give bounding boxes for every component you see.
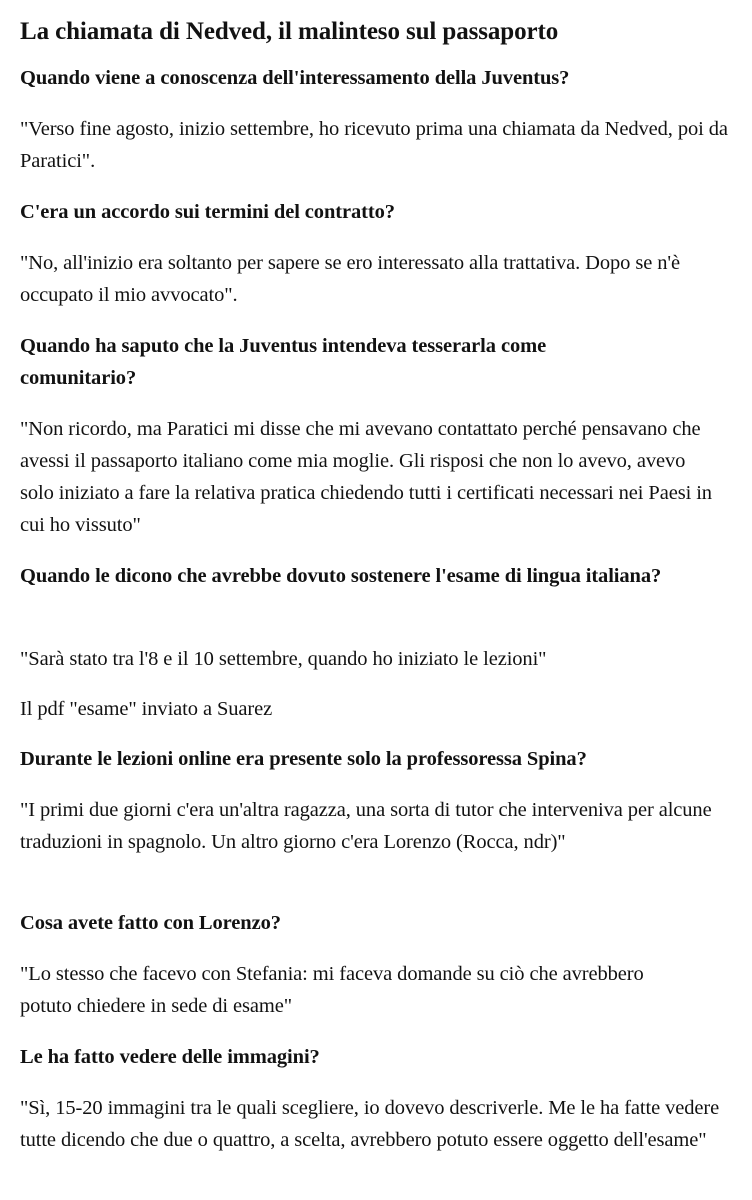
interview-question: Durante le lezioni online era presente solo la professoressa Spina? [20,748,587,770]
interview-question: C'era un accordo sui termini del contratto? [20,201,395,223]
interview-question: Quando viene a conoscenza dell'interessamento della Juventus? [20,67,570,89]
interview-question: Quando ha saputo che la Juventus intendeva tesserarla come comunitario? [20,335,547,389]
interview-answer: "Sì, 15-20 immagini tra le quali scegliere, io dovevo descriverle. Me le ha fatte vedere tutte dicendo che due o quattro, a scelta, avrebbero potuto essere oggetto dell'esame" [20,1097,720,1151]
interview-answer: "Non ricordo, ma Paratici mi disse che mi avevano contattato perché pensavano che avessi il passaporto italiano come mia moglie. Gli risposi che non lo avevo, avevo solo iniziato a fare la relativa pratica chiedendo tutti i certificati necessari nei Paesi in cui ho vissuto" [20,418,712,536]
pdf-caption: Il pdf "esame" inviato a Suarez [20,698,273,720]
interview-answer: "Verso fine agosto, inizio settembre, ho ricevuto prima una chiamata da Nedved, poi da Paratici". [20,118,728,172]
interview-question: Le ha fatto vedere delle immagini? [20,1046,320,1068]
interview-question: Cosa avete fatto con Lorenzo? [20,912,281,934]
interview-question: Quando le dicono che avrebbe dovuto sostenere l'esame di lingua italiana? [20,565,662,587]
interview-answer: "Lo stesso che facevo con Stefania: mi faceva domande su ciò che avrebbero potuto chiedere in sede di esame" [20,963,644,1017]
interview-answer: "No, all'inizio era soltanto per sapere se ero interessato alla trattativa. Dopo se n'è occupato il mio avvocato". [20,252,680,306]
interview-answer: "I primi due giorni c'era un'altra ragazza, una sorta di tutor che interveniva per alcune traduzioni in spagnolo. Un altro giorno c'era Lorenzo (Rocca, ndr)" [20,799,712,853]
interview-answer: "Sarà stato tra l'8 e il 10 settembre, quando ho iniziato le lezioni" [20,648,547,670]
article-title: La chiamata di Nedved, il malinteso sul passaporto [20,18,559,45]
